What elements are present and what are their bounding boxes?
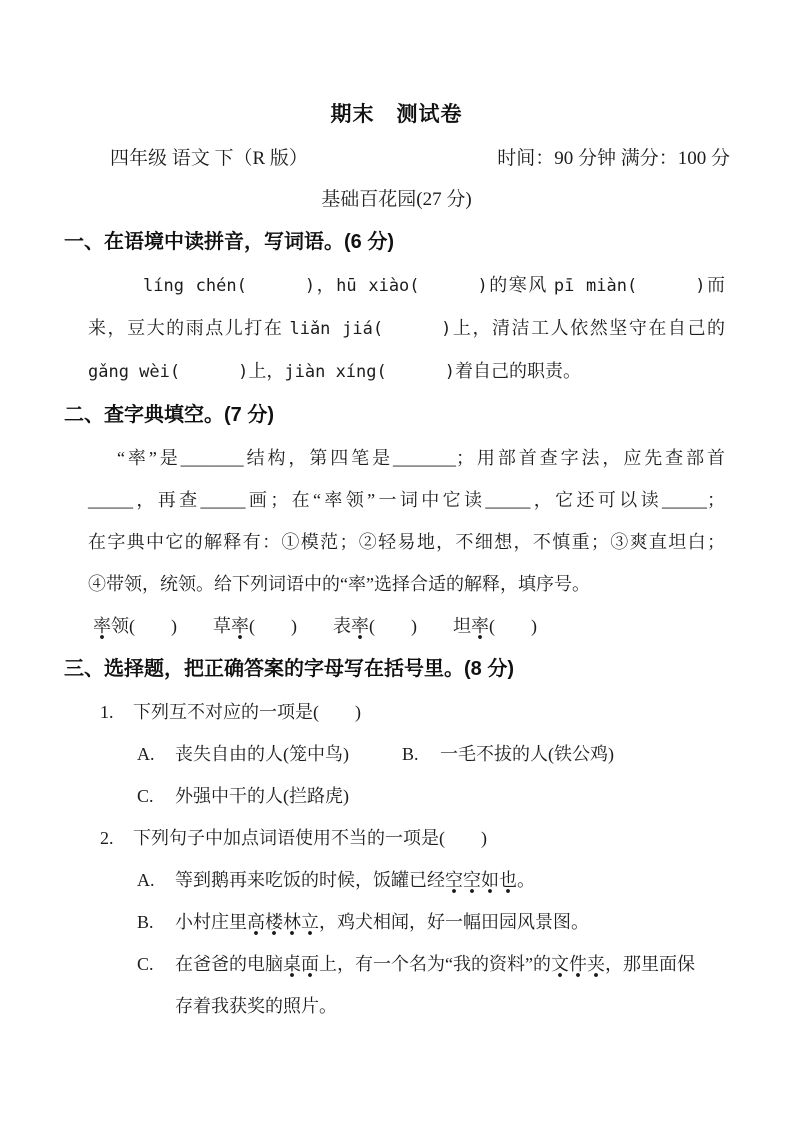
- emphasized-text: 率: [231, 616, 249, 640]
- section-pinyin-words: [0, 220, 793, 393]
- exam-grade-subject: 四年级 语文 下（R 版）: [110, 148, 308, 169]
- question-stem: [100, 691, 725, 733]
- text-run: 在字典中它的解释有：①模范；②轻易地，不细想，不慎重；③爽直坦白；: [88, 532, 725, 552]
- exam-meta-row: [0, 145, 793, 173]
- option-row: [137, 859, 725, 901]
- blank-close-paren: ): [304, 276, 316, 296]
- text-run: ( ) 坦: [369, 616, 471, 636]
- pinyin-run: jiàn xíng: [284, 362, 377, 382]
- section-multiple-choice: [0, 647, 793, 1027]
- blank-close-paren: ): [441, 319, 452, 339]
- choice-option: [402, 733, 614, 775]
- answer-blank: [237, 276, 316, 296]
- blank-open-paren: (: [372, 319, 384, 339]
- text-run: 等到鹅再来吃饭的时候，饭罐已经: [175, 870, 445, 890]
- blank-open-paren: (: [409, 276, 420, 296]
- question-text: 下列句子中加点词语使用不当的一项是( ): [133, 828, 487, 848]
- pinyin-run: hū xiào: [336, 276, 410, 296]
- blank-close-paren: ): [695, 276, 706, 296]
- text-run: ④带领，统领。给下列词语中的“率”选择合适的解释，填序号。: [88, 574, 590, 594]
- text-run: _____，再查_____画；在“率领”一词中它读_____，它还可以读_____；: [88, 490, 725, 510]
- choice-option: [137, 943, 695, 1027]
- emphasized-text: 率: [351, 616, 369, 640]
- option-letter: B.: [137, 912, 154, 932]
- blank-open-paren: (: [169, 362, 181, 382]
- emphasized-text: 空空如也: [445, 870, 517, 894]
- text-run: 着自己的职责。: [455, 361, 582, 381]
- answer-blank: [627, 276, 706, 296]
- answer-blank: [373, 319, 452, 339]
- choice-option: [137, 775, 402, 817]
- text-run: ( ) 表: [249, 616, 351, 636]
- question-text: 下列互不对应的一项是( ): [133, 702, 361, 722]
- text-line: [88, 264, 725, 307]
- text-run: 一毛不拔的人(铁公鸡): [440, 744, 614, 764]
- text-run: 领( ) 草: [111, 616, 231, 636]
- answer-blank: [170, 362, 249, 382]
- option-text: [440, 733, 614, 775]
- option-letter: A.: [137, 870, 155, 890]
- answer-blank: [409, 276, 488, 296]
- option-text: [175, 859, 535, 901]
- option-text: [175, 901, 589, 943]
- text-run: 上，: [248, 361, 285, 381]
- text-run: 外强中干的人(拦路虎): [175, 786, 349, 806]
- text-line: [88, 563, 725, 605]
- text-run: 来，豆大的雨点儿打在: [88, 318, 290, 338]
- section-dictionary: [0, 393, 793, 647]
- text-run: ，那里面保: [604, 954, 695, 974]
- section-3-body: [88, 691, 725, 1027]
- page-title: 期末 测试卷: [330, 103, 463, 126]
- blank-open-paren: (: [626, 276, 638, 296]
- option-text: [175, 775, 349, 817]
- blank-close-paren: ): [477, 276, 488, 296]
- emphasized-text: 高楼林立: [247, 912, 319, 936]
- exam-time-score: 时间：90 分钟 满分：100 分: [497, 148, 730, 169]
- text-run: 存着我获奖的照片。: [175, 996, 337, 1016]
- answer-blank: [377, 362, 456, 382]
- text-line: [93, 605, 725, 647]
- text-run: 上，清洁工人依然坚守在自己的: [451, 318, 725, 338]
- option-text: [175, 943, 695, 1027]
- question-number: 1.: [100, 702, 114, 722]
- option-letter: B.: [402, 744, 419, 764]
- pinyin-run: gǎng wèi: [88, 362, 170, 382]
- text-run: ( ): [489, 616, 537, 636]
- text-run: ，: [315, 275, 337, 295]
- option-text: [175, 733, 349, 775]
- section-1-body: [88, 264, 725, 393]
- text-line: [88, 479, 725, 521]
- blank-open-paren: (: [376, 362, 387, 382]
- option-row: [137, 901, 725, 943]
- section-2-body: [88, 437, 725, 647]
- text-run: 丧失自由的人(笼中鸟): [175, 744, 349, 764]
- option-letter: C.: [137, 786, 154, 806]
- pinyin-run: liǎn jiá: [289, 319, 373, 339]
- section-2-heading: 二、查字典填空。(7 分): [64, 404, 274, 426]
- emphasized-text: 桌面: [283, 954, 319, 978]
- blank-close-paren: ): [238, 362, 249, 382]
- choice-option: [137, 859, 535, 901]
- question-number: 2.: [100, 828, 114, 848]
- option-row: [137, 775, 725, 817]
- text-run: 。: [517, 870, 535, 890]
- option-letter: A.: [137, 744, 155, 764]
- part-banner: 基础百花园(27 分): [321, 189, 472, 210]
- text-line: [88, 437, 725, 479]
- text-run: 小村庄里: [175, 912, 247, 932]
- emphasized-text: 率: [93, 616, 111, 640]
- text-run: ，鸡犬相闻，好一幅田园风景图。: [319, 912, 589, 932]
- text-run: 上，有一个名为“我的资料”的: [319, 954, 551, 974]
- question-stem: [100, 817, 725, 859]
- option-row: [137, 733, 725, 775]
- text-run: 在爸爸的电脑: [175, 954, 283, 974]
- blank-open-paren: (: [236, 276, 247, 296]
- option-letter: C.: [137, 954, 154, 974]
- section-3-heading: 三、选择题，把正确答案的字母写在括号里。(8 分): [64, 658, 514, 680]
- text-line: [88, 307, 725, 350]
- emphasized-text: 率: [471, 616, 489, 640]
- text-run: 的寒风: [487, 275, 554, 295]
- pinyin-run: líng chén: [143, 276, 237, 296]
- choice-option: [137, 901, 589, 943]
- text-line: [88, 350, 725, 393]
- blank-close-paren: ): [444, 362, 456, 382]
- emphasized-text: 文件夹: [551, 954, 605, 978]
- option-row: [137, 943, 725, 1027]
- text-run: 而: [705, 275, 725, 295]
- text-line: [88, 521, 725, 563]
- choice-option: [137, 733, 402, 775]
- text-run: “率”是_______结构，第四笔是_______；用部首查字法，应先查部首: [117, 448, 725, 468]
- section-1-heading: 一、在语境中读拼音，写词语。(6 分): [64, 231, 394, 253]
- pinyin-run: pī miàn: [553, 276, 627, 296]
